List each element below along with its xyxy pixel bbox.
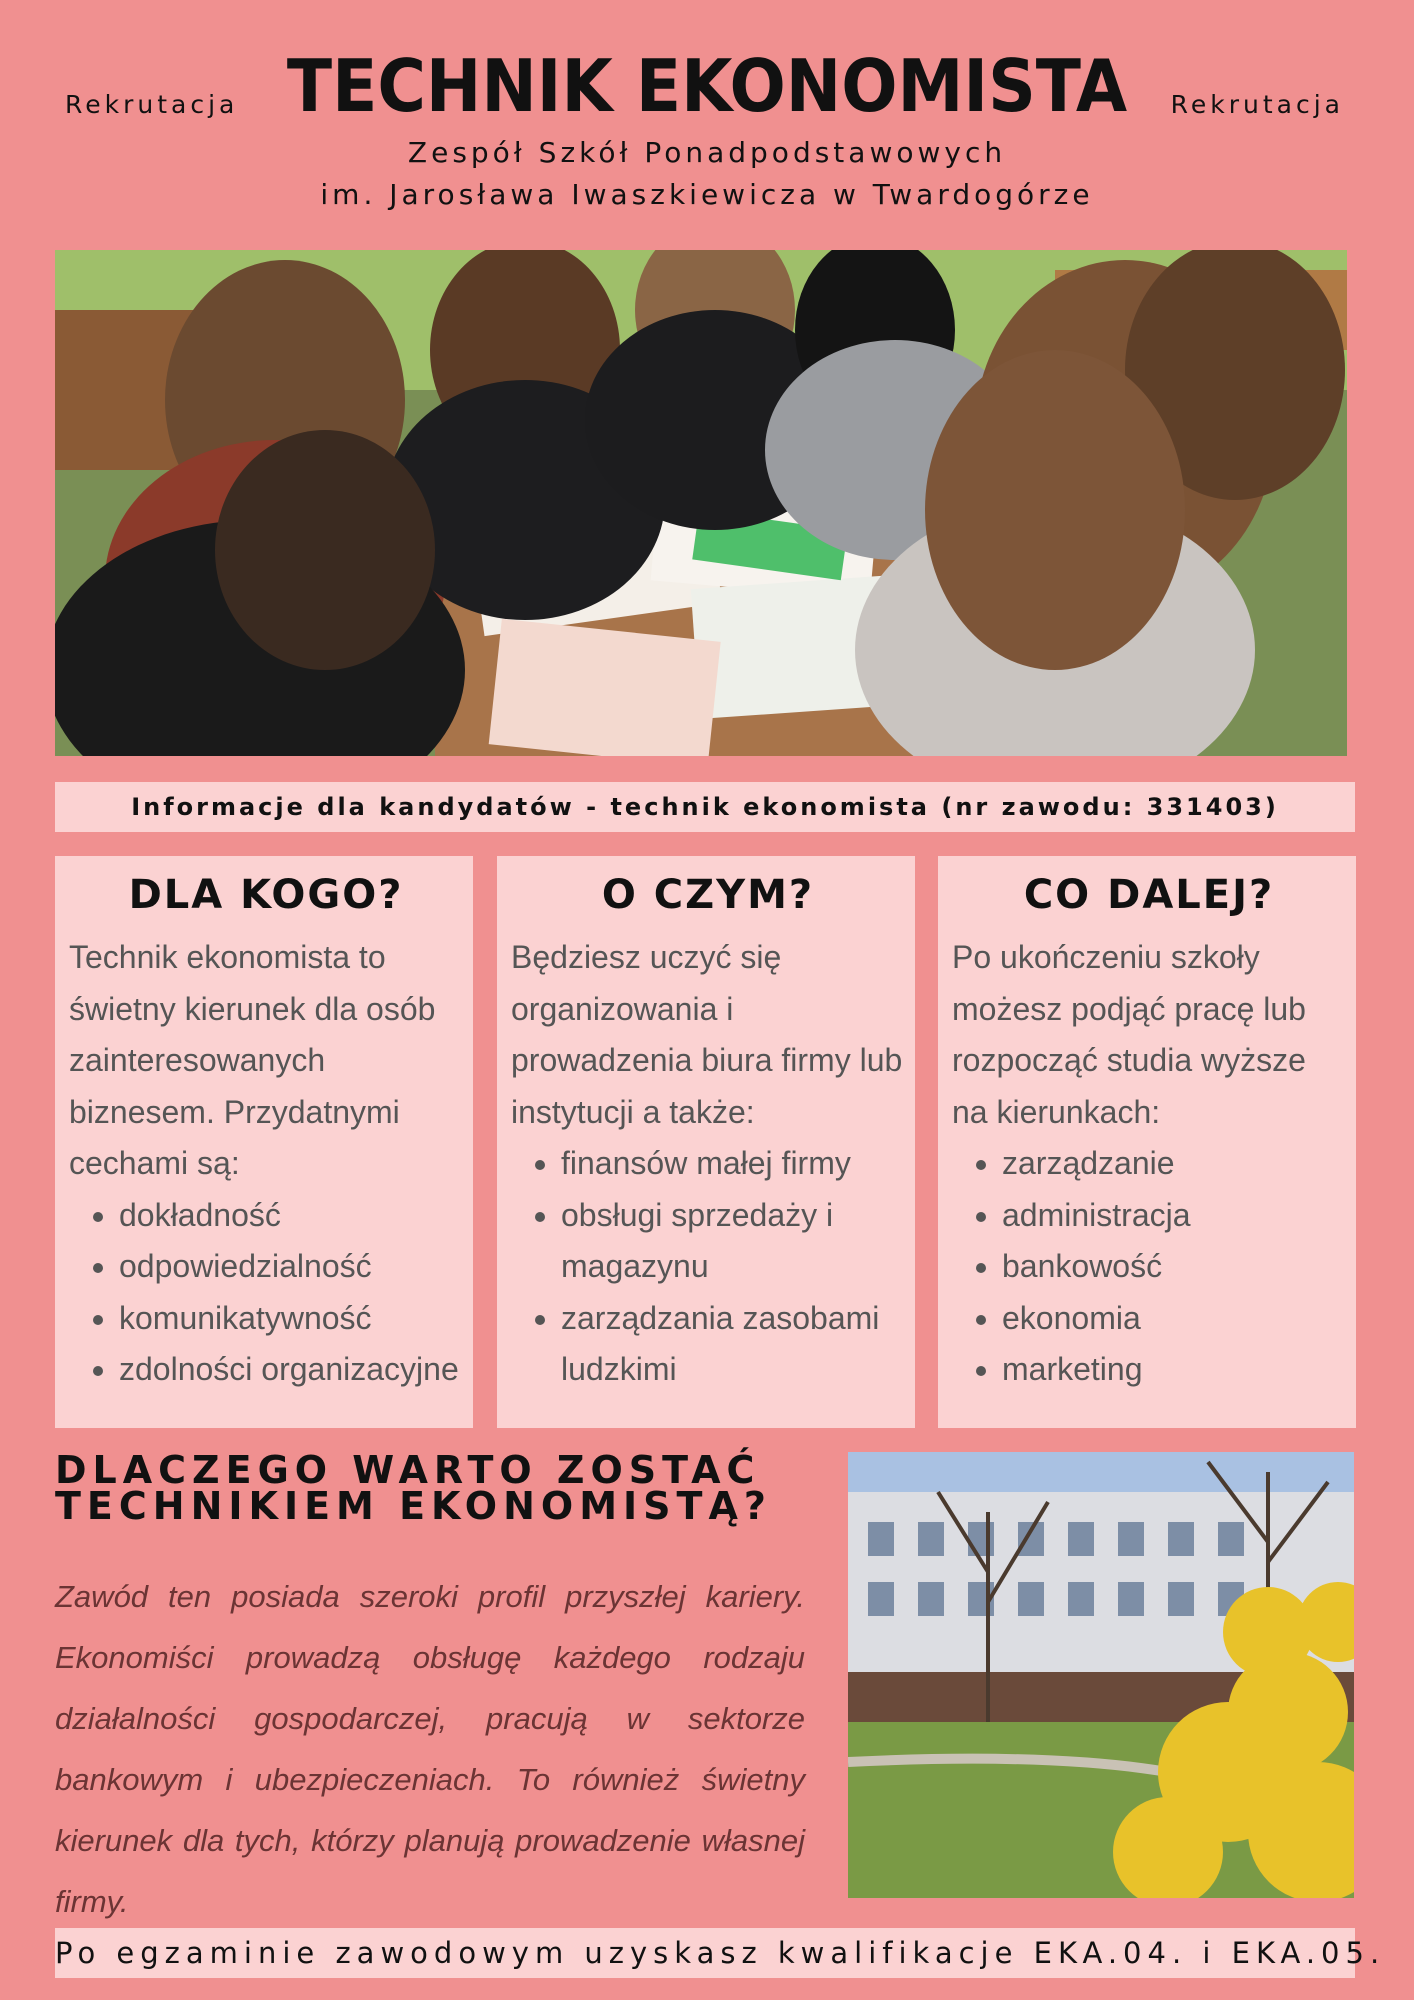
list-item: • bankowość <box>1002 1241 1346 1293</box>
candidate-info-banner: Informacje dla kandydatów - technik ekonomista (nr zawodu: 331403) <box>55 782 1355 832</box>
list-item: • komunikatywność <box>119 1293 463 1345</box>
list-item: • zdolności organizacyjne <box>119 1344 463 1396</box>
list-item: • obsługi sprzedaży i magazynu <box>561 1190 905 1293</box>
why-heading <box>55 1448 815 1528</box>
school-name: Zespół Szkół Ponadpodstawowych <box>407 136 1007 169</box>
for-whom-text: Technik ekonomista to świetny kierunek dla osób zainteresowanych biznesem. Przydatnymi cechami są: <box>69 939 436 1181</box>
what-about-text: Będziesz uczyć się organizowania i prowadzenia biura firmy lub instytucji a także: <box>511 939 903 1130</box>
list-item: • finansów małej firmy <box>561 1138 905 1190</box>
list-item: • administracja <box>1002 1190 1346 1242</box>
list-item: • zarządzania zasobami ludzkimi <box>561 1293 905 1396</box>
for-whom-heading: DLA KOGO? <box>128 872 404 918</box>
what-next-heading: CO DALEJ? <box>1023 872 1275 918</box>
qualifications-banner: Po egzaminie zawodowym uzyskasz kwalifikacje EKA.04. i EKA.05. <box>55 1928 1355 1978</box>
what-about-panel <box>497 856 915 1428</box>
why-heading-line2: TECHNIKIEM EKONOMISTĄ? <box>55 1484 772 1528</box>
why-text: Zawód ten posiada szeroki profil przyszłej kariery. Ekonomiści prowadzą obsługę każdego rodzaju działalności gospodarczej, pracują w sektorze bankowym i ubezpieczeniach. To również świetny kierunek dla tych, którzy planują prowadzenie własnej firmy. <box>55 1579 805 1919</box>
why-heading-line1: DLACZEGO WARTO ZOSTAĆ <box>55 1448 761 1492</box>
recruitment-label-left: Rekrutacja <box>65 90 239 119</box>
what-next-panel <box>938 856 1356 1428</box>
for-whom-panel <box>55 856 473 1428</box>
students-classroom-photo <box>55 250 1347 756</box>
page-title: TECHNIK EKONOMISTA <box>286 44 1128 128</box>
list-item: • dokładność <box>119 1190 463 1242</box>
school-building-photo <box>848 1452 1354 1898</box>
subjects-list <box>511 1138 905 1396</box>
list-item: • ekonomia <box>1002 1293 1346 1345</box>
traits-list <box>69 1190 463 1396</box>
study-fields-list <box>952 1138 1346 1396</box>
list-item: • odpowiedzialność <box>119 1241 463 1293</box>
what-next-text: Po ukończeniu szkoły możesz podjąć pracę lub rozpocząć studia wyższe na kierunkach: <box>952 939 1306 1130</box>
list-item: • marketing <box>1002 1344 1346 1396</box>
what-about-heading: O CZYM? <box>601 872 815 918</box>
recruitment-label-right: Rekrutacja <box>1170 90 1344 119</box>
school-patron: im. Jarosława Iwaszkiewicza w Twardogórze <box>320 178 1094 211</box>
list-item: • zarządzanie <box>1002 1138 1346 1190</box>
